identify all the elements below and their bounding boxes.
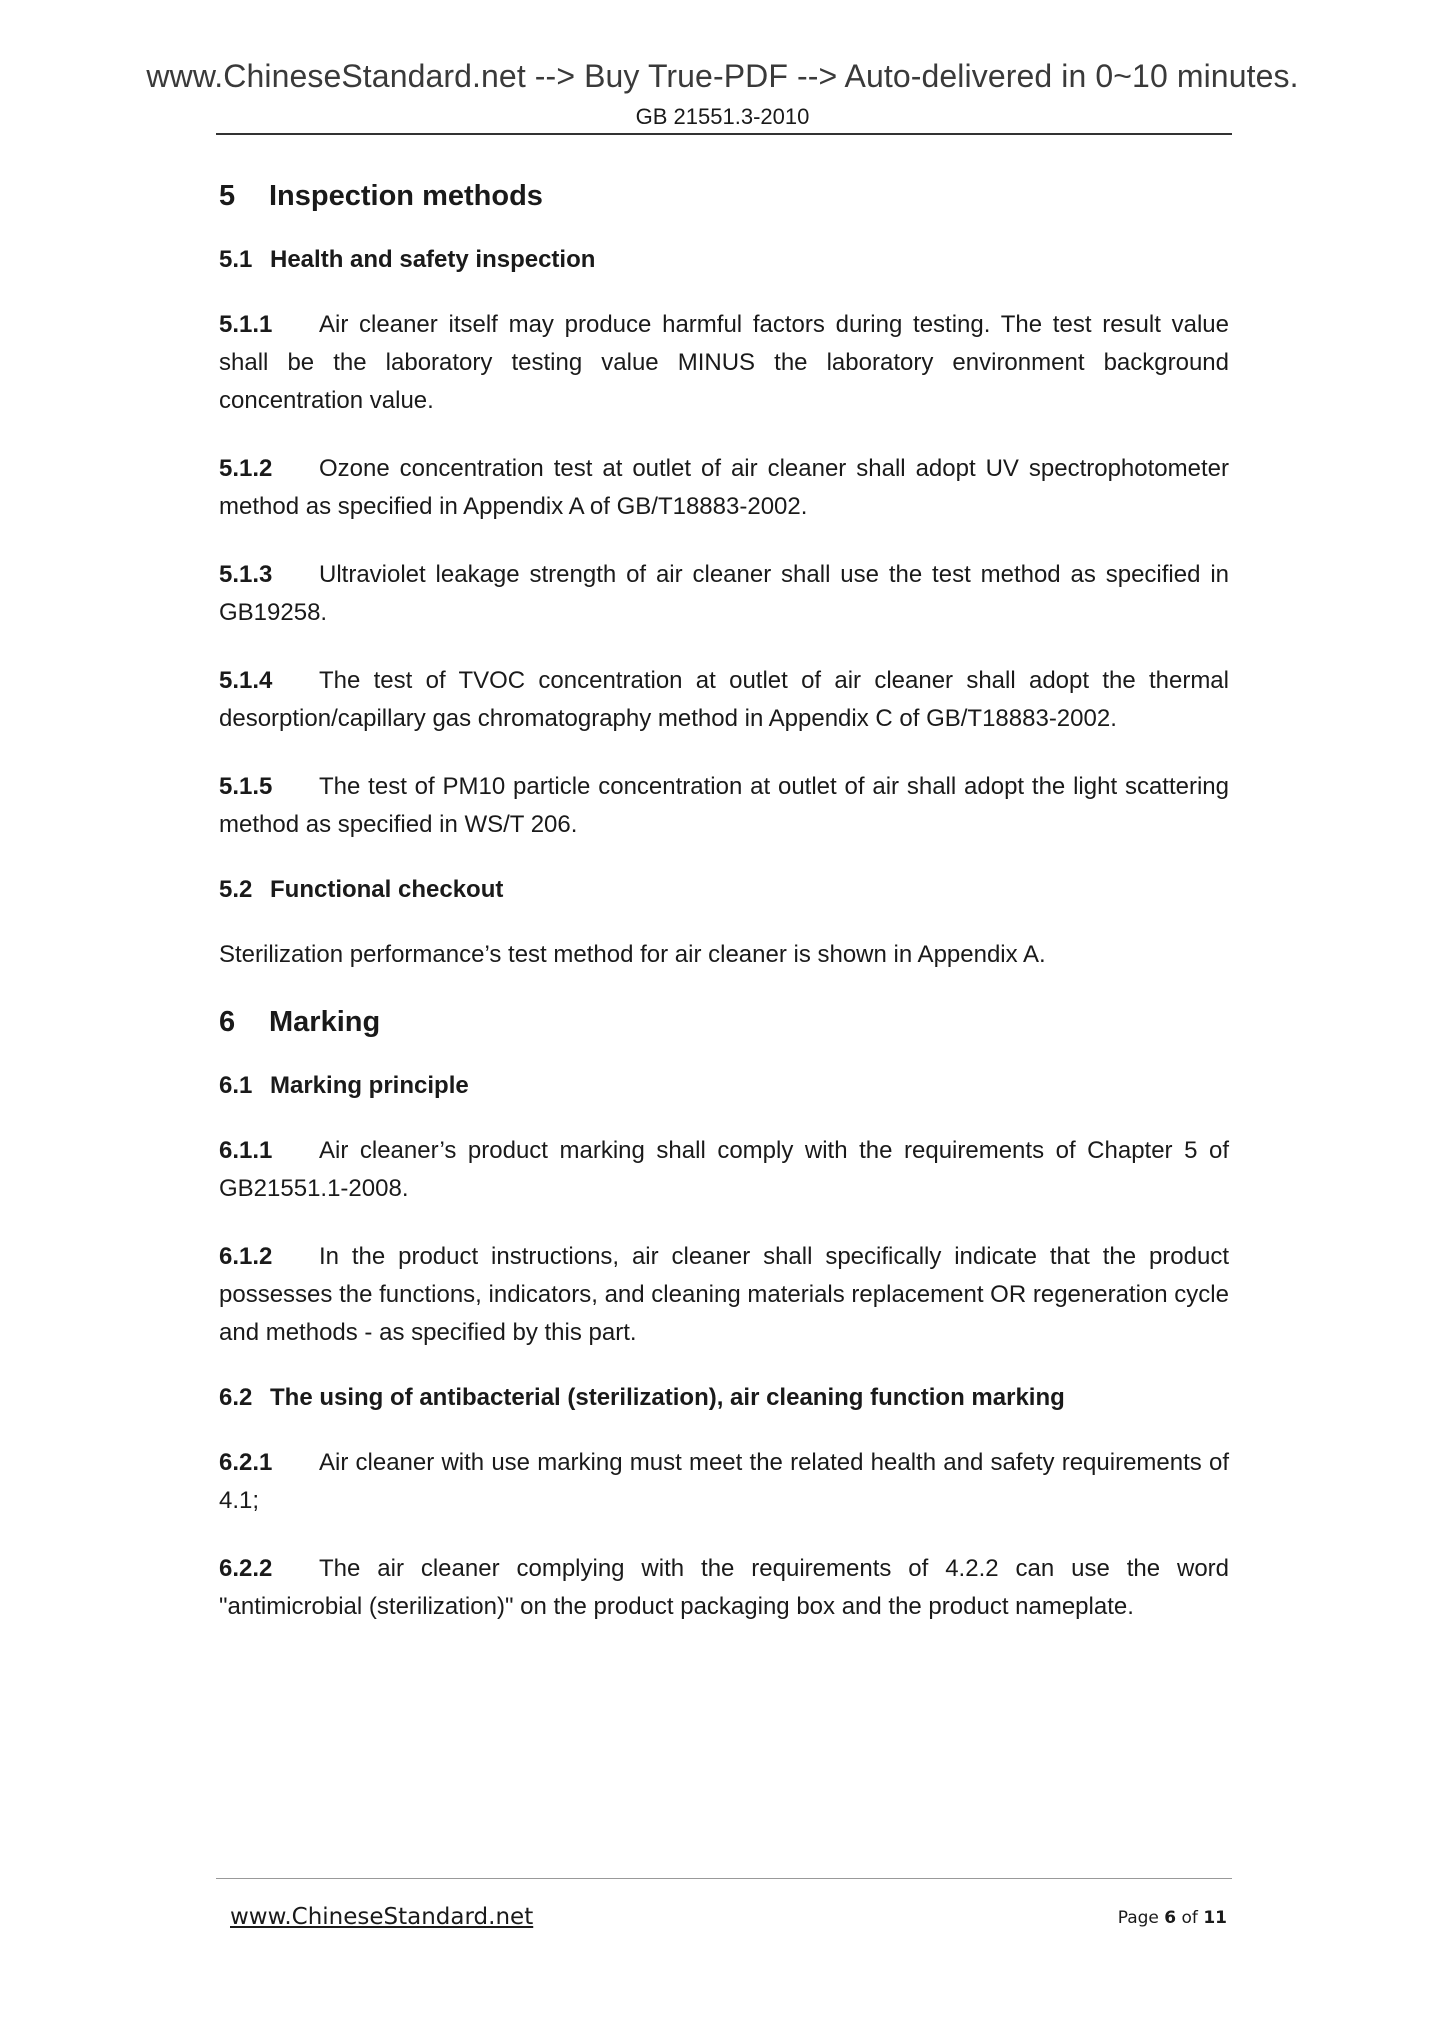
clause-text: The air cleaner complying with the requirements of 4.2.2 can use the word "antimicrobial (sterilization)" on the product packaging box and the product nameplate. [219, 1555, 1229, 1620]
clause-text: Air cleaner with use marking must meet the related health and safety requirements of 4.1; [219, 1449, 1229, 1514]
section-title: Marking [269, 1006, 381, 1038]
page-number [1118, 1908, 1227, 1928]
clause-5-1-5 [219, 768, 1229, 844]
subsection-6-1-heading [219, 1070, 1229, 1102]
subsection-title: Health and safety inspection [270, 246, 596, 273]
page-current: 6 [1164, 1908, 1177, 1928]
clause-6-2-1 [219, 1444, 1229, 1520]
clause-6-2-2 [219, 1550, 1229, 1626]
clause-text: In the product instructions, air cleaner shall specifically indicate that the product possesses the functions, indicators, and cleaning materials replacement OR regeneration cycle and methods - as specified by this part. [219, 1243, 1229, 1346]
clause-text: Air cleaner itself may produce harmful factors during testing. The test result value shall be the laboratory testing value MINUS the laboratory environment background concentration value. [219, 311, 1229, 414]
subsection-title: Marking principle [270, 1072, 469, 1099]
standard-code: GB 21551.3-2010 [635, 104, 810, 129]
clause-5-1-2 [219, 450, 1229, 526]
clause-number: 6.2.1 [219, 1449, 273, 1476]
clause-text: Sterilization performance’s test method for air cleaner is shown in Appendix A. [219, 941, 1046, 968]
clause-number: 6.2.2 [219, 1555, 273, 1582]
section-title: Inspection methods [269, 180, 543, 212]
clause-number: 5.1.3 [219, 561, 273, 588]
clause-number: 5.1.2 [219, 455, 273, 482]
subsection-number: 5.2 [219, 876, 253, 903]
subsection-number: 6.2 [219, 1384, 253, 1411]
clause-5-2-text [219, 936, 1229, 974]
subsection-title: The using of antibacterial (sterilization), air cleaning function marking [270, 1384, 1065, 1411]
subsection-number: 6.1 [219, 1072, 253, 1099]
subsection-5-2-heading [219, 874, 1229, 906]
footer-divider [216, 1878, 1232, 1879]
clause-6-1-1 [219, 1132, 1229, 1208]
subsection-5-1-heading [219, 244, 1229, 276]
clause-5-1-1 [219, 306, 1229, 420]
clause-number: 5.1.4 [219, 667, 273, 694]
section-number: 5 [219, 180, 236, 212]
section-number: 6 [219, 1006, 236, 1038]
clause-text: Ozone concentration test at outlet of air cleaner shall adopt UV spectrophotometer method as specified in Appendix A of GB/T18883-2002. [219, 455, 1229, 520]
page-label: Page [1117, 1908, 1159, 1928]
clause-6-1-2 [219, 1238, 1229, 1352]
clause-number: 5.1.5 [219, 773, 273, 800]
section-6-heading [219, 1004, 1229, 1040]
clause-5-1-3 [219, 556, 1229, 632]
clause-text: The test of PM10 particle concentration at outlet of air shall adopt the light scattering method as specified in WS/T 206. [219, 773, 1229, 838]
page-total: 11 [1203, 1908, 1227, 1928]
clause-text: The test of TVOC concentration at outlet of air cleaner shall adopt the thermal desorption/capillary gas chromatography method in Appendix C of GB/T18883-2002. [219, 667, 1229, 732]
clause-number: 6.1.1 [219, 1137, 273, 1164]
clause-number: 5.1.1 [219, 311, 273, 338]
header-divider [216, 133, 1232, 135]
clause-number: 6.1.2 [219, 1243, 273, 1270]
clause-5-1-4 [219, 662, 1229, 738]
header-banner: www.ChineseStandard.net --> Buy True-PDF --> Auto-delivered in 0~10 minutes. [146, 58, 1299, 94]
subsection-title: Functional checkout [270, 876, 504, 903]
document-body [219, 150, 1229, 1656]
page-of: of [1181, 1908, 1198, 1928]
clause-text: Ultraviolet leakage strength of air cleaner shall use the test method as specified in GB19258. [219, 561, 1229, 626]
clause-text: Air cleaner’s product marking shall comply with the requirements of Chapter 5 of GB21551.1-2008. [219, 1137, 1229, 1202]
subsection-6-2-heading [219, 1382, 1229, 1414]
footer-website-link[interactable]: www.ChineseStandard.net [230, 1904, 534, 1930]
section-5-heading [219, 178, 1229, 214]
subsection-number: 5.1 [219, 246, 253, 273]
